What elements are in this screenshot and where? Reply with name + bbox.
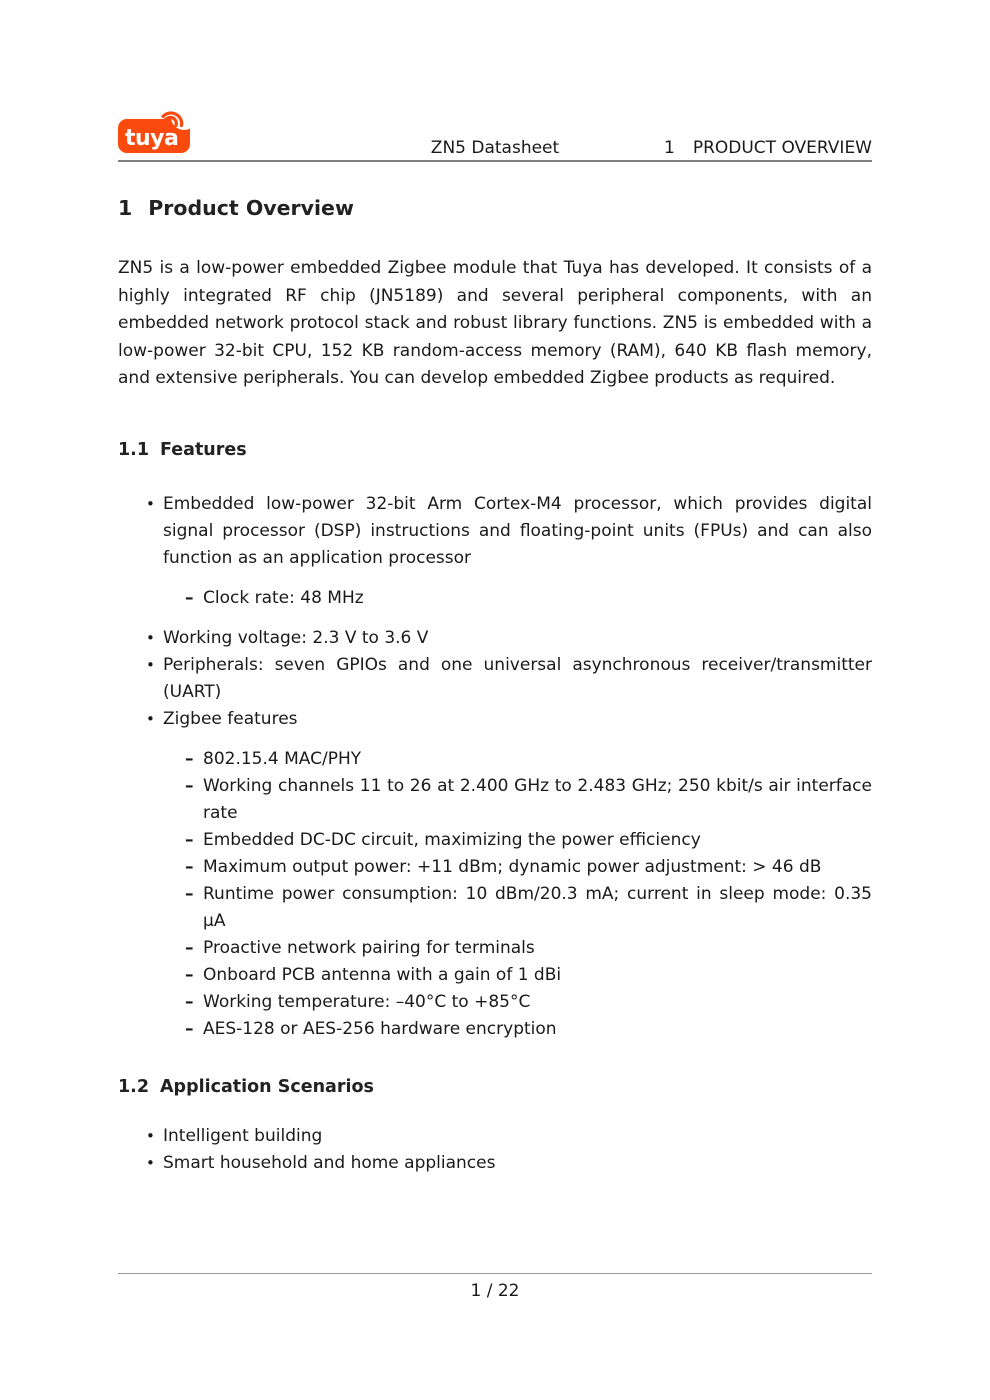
- feature-sublist: [163, 746, 872, 1043]
- feature-subitem-text: Onboard PCB antenna with a gain of 1 dBi: [203, 964, 562, 985]
- features-heading: [118, 438, 872, 462]
- features-number: 1.1: [118, 439, 150, 460]
- feature-subitem-text: Working channels 11 to 26 at 2.400 GHz to 2.483 GHz; 250 kbit/s air interface rate: [203, 775, 872, 823]
- bullet-marker: •: [146, 1153, 155, 1172]
- applications-number: 1.2: [118, 1076, 150, 1097]
- application-item: [118, 1123, 872, 1150]
- feature-subitem-text: Runtime power consumption: 10 dBm/20.3 mA; current in sleep mode: 0.35 µA: [203, 883, 872, 931]
- features-list: [118, 491, 872, 1043]
- section-heading: [118, 195, 872, 222]
- feature-item-text: Zigbee features: [163, 708, 298, 729]
- dash-marker: –: [185, 991, 194, 1012]
- footer-rule: [118, 1273, 872, 1274]
- dash-marker: –: [185, 964, 194, 985]
- feature-subitem-text: Maximum output power: +11 dBm; dynamic power adjustment: > 46 dB: [203, 856, 822, 877]
- feature-subitem: [163, 746, 872, 773]
- applications-title: Application Scenarios: [160, 1076, 374, 1097]
- feature-subitem-text: Proactive network pairing for terminals: [203, 937, 535, 958]
- feature-subitem-text: Embedded DC-DC circuit, maximizing the power efficiency: [203, 829, 701, 850]
- section-number: 1: [118, 196, 133, 220]
- feature-subitem: [163, 827, 872, 854]
- dash-marker: –: [185, 587, 194, 608]
- feature-item-text: Embedded low-power 32-bit Arm Cortex-M4 processor, which provides digital signal processor (DSP) instructions and floating-point units (FPUs) and can also function as an application processor: [163, 493, 872, 568]
- feature-subitem: [163, 854, 872, 881]
- feature-item: [118, 625, 872, 652]
- intro-paragraph: ZN5 is a low-power embedded Zigbee module that Tuya has developed. It consists of a highly integrated RF chip (JN5189) and several peripheral components, with an embedded network protocol stack and robust library functions. ZN5 is embedded with a low-power 32-bit CPU, 152 KB random-access memory (RAM), 640 KB flash memory, and extensive peripherals. You can develop embedded Zigbee products as required.: [118, 258, 872, 388]
- feature-subitem-text: Clock rate: 48 MHz: [203, 587, 364, 608]
- dash-marker: –: [185, 748, 194, 769]
- feature-item: [118, 491, 872, 612]
- dash-marker: –: [185, 856, 194, 877]
- feature-item: [118, 706, 872, 1043]
- bullet-marker: •: [146, 709, 155, 728]
- application-item: [118, 1150, 872, 1177]
- feature-subitem: [163, 773, 872, 827]
- applications-list: [118, 1123, 872, 1177]
- dash-marker: –: [185, 937, 194, 958]
- bullet-marker: •: [146, 1126, 155, 1145]
- feature-item-text: Peripherals: seven GPIOs and one universal asynchronous receiver/transmitter (UART): [163, 654, 872, 702]
- section-title: Product Overview: [148, 196, 354, 220]
- dash-marker: –: [185, 829, 194, 850]
- feature-subitem: [163, 962, 872, 989]
- doc-title: ZN5 Datasheet: [430, 138, 560, 158]
- feature-item: [118, 652, 872, 706]
- feature-subitem: [163, 989, 872, 1016]
- logo-wordmark: tuya: [125, 126, 179, 151]
- feature-subitem: [163, 585, 872, 612]
- feature-subitem-text: Working temperature: –40°C to +85°C: [203, 991, 531, 1012]
- feature-subitem-text: AES-128 or AES-256 hardware encryption: [203, 1018, 557, 1039]
- feature-subitem: [163, 935, 872, 962]
- application-item-text: Intelligent building: [163, 1125, 323, 1146]
- application-item-text: Smart household and home appliances: [163, 1152, 496, 1173]
- chapter-number: 1: [664, 138, 675, 158]
- feature-item-text: Working voltage: 2.3 V to 3.6 V: [163, 627, 429, 648]
- dash-marker: –: [185, 1018, 194, 1039]
- feature-subitem: [163, 881, 872, 935]
- features-title: Features: [160, 439, 247, 460]
- feature-sublist: [163, 585, 872, 612]
- bullet-marker: •: [146, 655, 155, 674]
- bullet-marker: •: [146, 494, 155, 513]
- dash-marker: –: [185, 775, 194, 796]
- bullet-marker: •: [146, 628, 155, 647]
- dash-marker: –: [185, 883, 194, 904]
- feature-subitem: [163, 1016, 872, 1043]
- page-number: 1 / 22: [470, 1281, 520, 1301]
- applications-heading: [118, 1075, 872, 1099]
- chapter-title: PRODUCT OVERVIEW: [692, 138, 872, 158]
- feature-subitem-text: 802.15.4 MAC/PHY: [203, 748, 362, 769]
- page-body: [118, 0, 872, 1177]
